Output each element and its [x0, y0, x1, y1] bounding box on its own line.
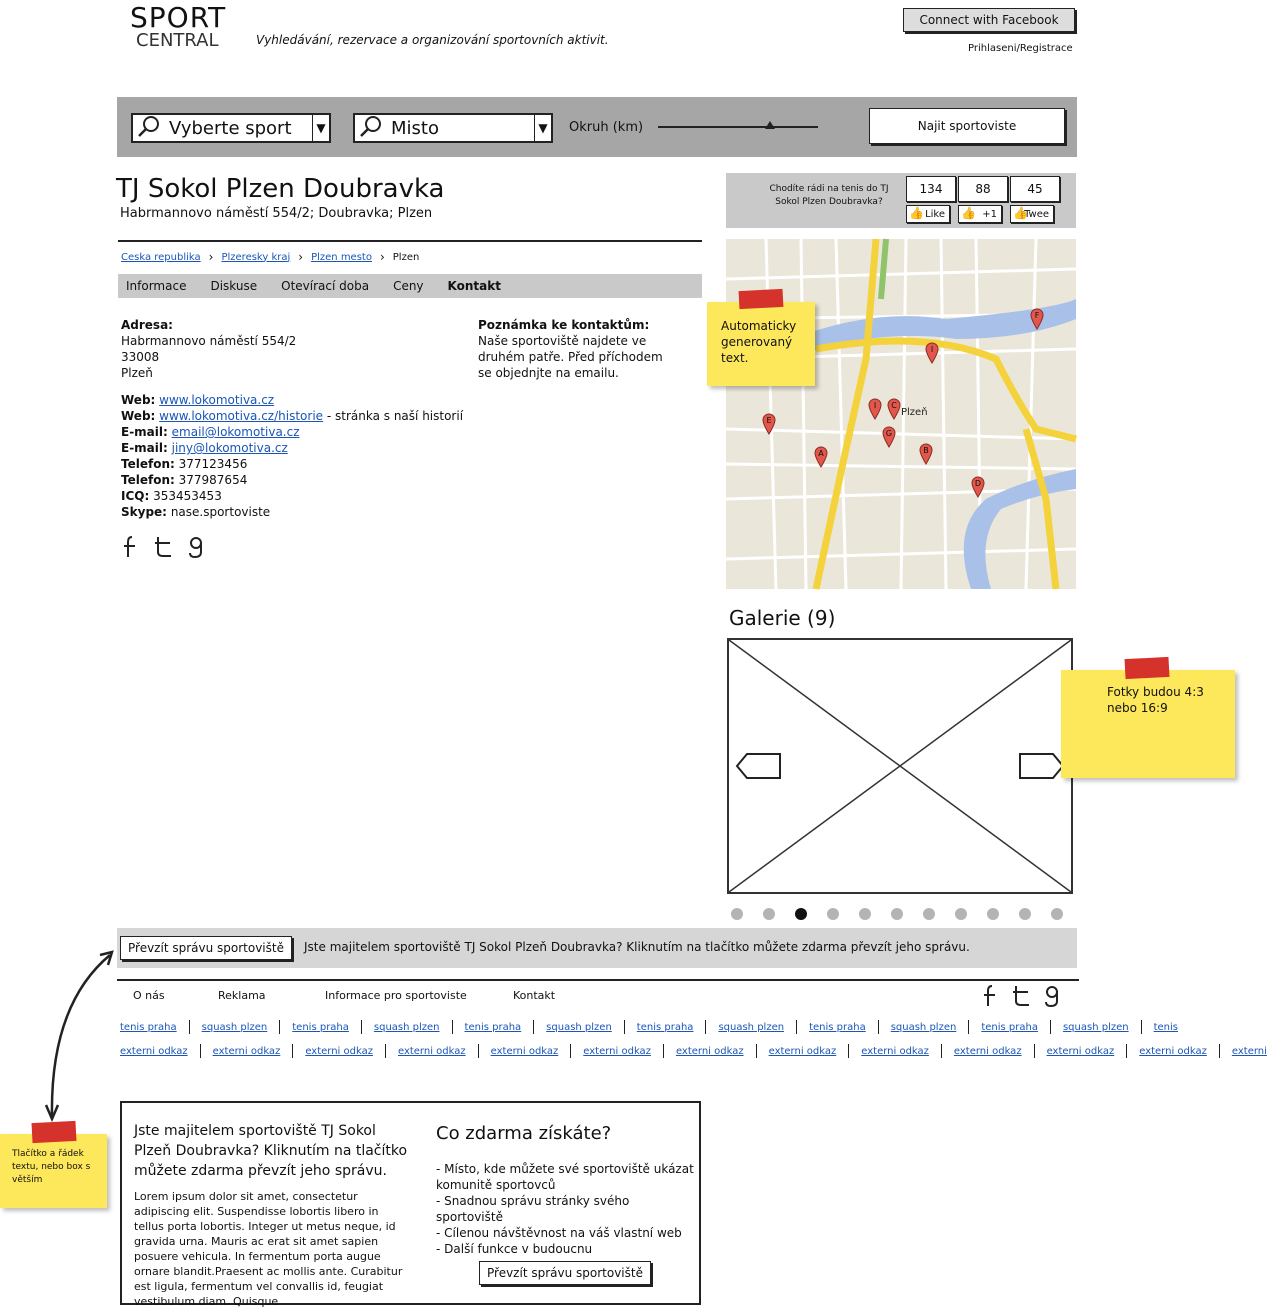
magnifier-icon — [137, 115, 163, 141]
like-count: 134 — [906, 176, 956, 202]
link-separator — [279, 1020, 280, 1034]
like-button[interactable] — [906, 205, 950, 223]
benefits-list — [436, 1161, 696, 1257]
sticky-note-bottom — [0, 1134, 107, 1208]
place-select[interactable] — [353, 113, 553, 143]
web-label: Web: — [121, 409, 156, 423]
link-separator — [1219, 1044, 1220, 1058]
place-select-value: Misto — [391, 117, 439, 139]
search-button[interactable]: Najit sportoviste — [869, 108, 1065, 144]
promo-heading: Jste majitelem sportoviště TJ Sokol Plzeň Doubravka? Kliknutím na tlačítko můžete zdarma převzít jeho správu. — [134, 1123, 408, 1179]
plusone-count: 88 — [958, 176, 1008, 202]
venue-title: TJ Sokol Plzen Doubravka — [116, 174, 445, 204]
email-label: E-mail: — [121, 441, 168, 455]
address-line-3: Plzeň — [121, 366, 153, 380]
footer-link-informace[interactable]: Informace pro sportoviste — [325, 989, 467, 1002]
email-link-1[interactable]: email@lokomotiva.cz — [171, 425, 300, 439]
map-marker-label: I — [873, 401, 877, 410]
link-separator — [796, 1020, 797, 1034]
gallery-dot[interactable] — [1051, 908, 1063, 920]
footer-seo-link[interactable]: externi odkaz — [953, 1046, 1022, 1057]
footer-seo-link[interactable]: tenis praha — [464, 1022, 522, 1033]
facebook-icon[interactable] — [980, 984, 1000, 1012]
magnifier-icon — [359, 115, 385, 141]
sticky-note-map — [707, 302, 815, 386]
footer-seo-link[interactable]: squash plzen — [1062, 1022, 1129, 1033]
plusone-button-label: +1 — [982, 208, 997, 220]
web-link-2[interactable]: www.lokomotiva.cz/historie — [159, 409, 324, 423]
skype-label: Skype: — [121, 505, 167, 519]
breadcrumb-link-region[interactable]: Plzeresky kraj — [221, 251, 291, 263]
logo[interactable] — [130, 1, 240, 54]
twitter-icon[interactable] — [1010, 984, 1032, 1012]
claim-button[interactable]: Převzít správu sportoviště — [120, 936, 292, 960]
contact-note — [478, 317, 668, 381]
gallery-dot[interactable] — [955, 908, 967, 920]
radius-slider-track — [658, 126, 818, 128]
benefit-item: - Cílenou návštěvnost na váš vlastní web — [436, 1226, 682, 1240]
gallery-dot[interactable] — [827, 908, 839, 920]
footer-seo-link[interactable]: tenis — [1153, 1022, 1178, 1033]
tweet-count: 45 — [1010, 176, 1060, 202]
link-separator — [624, 1020, 625, 1034]
twitter-icon[interactable] — [152, 535, 174, 563]
link-separator — [1126, 1044, 1127, 1058]
sticky-tape — [32, 1121, 77, 1143]
benefits-title: Co zdarma získáte? — [436, 1123, 612, 1144]
note-label: Poznámka ke kontaktům: — [478, 318, 650, 332]
facebook-icon[interactable] — [120, 535, 140, 563]
footer-seo-link[interactable]: tenis praha — [809, 1022, 866, 1033]
footer-seo-link[interactable]: externi odkaz — [490, 1046, 559, 1057]
radius-slider-thumb[interactable] — [765, 121, 775, 129]
tab-oteviraci-doba[interactable]: Otevírací doba — [281, 279, 370, 293]
radius-slider[interactable] — [658, 118, 818, 136]
footer-seo-link[interactable]: externi — [1231, 1046, 1267, 1057]
link-separator — [452, 1020, 453, 1034]
web-link-2-suffix: - stránka s naší historií — [323, 409, 464, 423]
footer-link-kontakt[interactable]: Kontakt — [513, 989, 556, 1002]
promo-claim-button[interactable]: Převzít správu sportoviště — [479, 1261, 651, 1285]
link-separator — [848, 1044, 849, 1058]
link-separator — [968, 1020, 969, 1034]
sport-select-value: Vyberte sport — [169, 117, 292, 139]
gallery-prev-button[interactable] — [735, 752, 783, 784]
link-separator — [1050, 1020, 1051, 1034]
footer-seo-link[interactable]: tenis praha — [636, 1022, 694, 1033]
footer-link-o-nas[interactable]: O nás — [133, 989, 165, 1002]
logo-line-1: SPORT — [130, 1, 227, 34]
footer-social-icons — [980, 984, 1062, 1012]
map-marker-label: I — [930, 345, 934, 354]
link-separator — [663, 1044, 664, 1058]
footer-seo-link[interactable]: tenis praha — [981, 1022, 1038, 1033]
google-icon[interactable] — [1042, 984, 1062, 1012]
email-link-2[interactable]: jiny@lokomotiva.cz — [171, 441, 288, 455]
footer-seo-link[interactable]: tenis praha — [120, 1022, 177, 1033]
link-separator — [878, 1020, 879, 1034]
benefit-item: - Snadnou správu stránky svého sportoviště — [436, 1194, 630, 1224]
footer-links-row-1 — [120, 1020, 1178, 1034]
footer-seo-link[interactable]: squash plzen — [718, 1022, 785, 1033]
thumbs-up-icon: 👍 — [1013, 206, 1028, 220]
link-separator — [533, 1020, 534, 1034]
sticky-note-bottom-text: Tlačítko a řádek textu, nebo box s větším — [12, 1149, 91, 1185]
gallery-dot[interactable] — [923, 908, 935, 920]
plusone-button[interactable] — [958, 205, 1002, 223]
link-separator — [941, 1044, 942, 1058]
gallery-pagination — [730, 908, 1070, 922]
footer-seo-link[interactable]: externi odkaz — [861, 1046, 929, 1057]
contact-social-icons — [120, 535, 206, 563]
gallery-dot[interactable] — [763, 908, 775, 920]
thumbs-up-icon: 👍 — [909, 206, 924, 220]
phone-label: Telefon: — [121, 457, 175, 471]
chevron-right-icon: › — [208, 250, 214, 264]
map-marker-label: C — [891, 401, 897, 410]
link-separator — [385, 1044, 386, 1058]
footer-divider — [117, 979, 1079, 981]
sticky-tape — [1125, 657, 1170, 679]
breadcrumb-link-district[interactable]: Plzen mesto — [311, 251, 372, 263]
login-register-link[interactable]: Prihlaseni/Registrace — [968, 43, 1073, 54]
gallery-next-button[interactable] — [1017, 752, 1065, 784]
benefit-item: - Další funkce v budoucnu — [436, 1242, 593, 1256]
title-divider — [118, 240, 702, 242]
gallery-dot[interactable] — [731, 908, 743, 920]
link-separator — [200, 1044, 201, 1058]
map-marker-label: G — [885, 429, 893, 438]
footer-seo-link[interactable]: externi odkaz — [675, 1046, 744, 1057]
sticky-note-map-text: Automaticky generovaný text. — [721, 319, 797, 365]
gallery-title: Galerie (9) — [729, 606, 836, 630]
email-label: E-mail: — [121, 425, 168, 439]
footer-links-row-2 — [120, 1044, 1267, 1058]
tab-bar — [118, 274, 702, 298]
link-separator — [756, 1044, 757, 1058]
contact-details — [121, 392, 481, 520]
facebook-connect-button[interactable]: Connect with Facebook — [903, 8, 1075, 32]
gallery-dot[interactable] — [1019, 908, 1031, 920]
promo-lorem: Lorem ipsum dolor sit amet, consectetur adipiscing elit. Suspendisse lobortis libero in tellus porta lobortis. Integer ut metus neque, id gravida urna. Mauris ac erat sit amet sapien posuere vehicula. In fermentum porta augue ornare blandit.Praesent ac mollis ante. Curabitur est ligula, fermentum vel convallis id, feugiat vestibulum diam. Quisque — [134, 1190, 403, 1308]
icq-label: ICQ: — [121, 489, 150, 503]
footer-seo-link[interactable]: externi odkaz — [1046, 1046, 1115, 1057]
map-marker-label: B — [923, 446, 929, 455]
footer-seo-link[interactable]: externi odkaz — [397, 1046, 466, 1057]
link-separator — [1141, 1020, 1142, 1034]
address-label: Adresa: — [121, 318, 173, 332]
tab-kontakt[interactable]: Kontakt — [447, 279, 501, 293]
footer-seo-link[interactable]: externi odkaz — [1139, 1046, 1207, 1057]
footer-seo-link[interactable]: externi odkaz — [120, 1046, 188, 1057]
address-line-1: Habrmannovo náměstí 554/2 — [121, 334, 297, 348]
sticky-note-gallery-text: Fotky budou 4:3 nebo 16:9 — [1107, 685, 1204, 715]
gallery-dot[interactable] — [795, 908, 807, 920]
footer-seo-link[interactable]: squash plzen — [890, 1022, 957, 1033]
sticky-note-gallery — [1061, 670, 1235, 778]
sport-select[interactable] — [131, 113, 331, 143]
breadcrumb-link-country[interactable]: Ceska republika — [121, 251, 201, 263]
chevron-right-icon: › — [298, 250, 304, 264]
tab-ceny[interactable]: Ceny — [393, 279, 424, 293]
contact-address — [121, 317, 296, 381]
gallery-dot[interactable] — [891, 908, 903, 920]
web-label: Web: — [121, 393, 156, 407]
note-text: Naše sportoviště najdete ve druhém patře. Před příchodem se objednjte na emailu. — [478, 334, 663, 380]
phone-2: 377987654 — [178, 473, 248, 487]
claim-text: Jste majitelem sportoviště TJ Sokol Plzeň Doubravka? Kliknutím na tlačítko můžete zdarma převzít jeho správu. — [304, 940, 970, 954]
chevron-right-icon: › — [379, 250, 385, 264]
address-line-2: 33008 — [121, 350, 160, 364]
breadcrumb-current: Plzen — [392, 251, 420, 263]
footer-seo-link[interactable]: externi odkaz — [768, 1046, 837, 1057]
gallery-dot[interactable] — [987, 908, 999, 920]
link-separator — [478, 1044, 479, 1058]
footer-link-reklama[interactable]: Reklama — [218, 989, 266, 1002]
thumbs-up-icon: 👍 — [961, 206, 976, 220]
google-icon[interactable] — [186, 535, 206, 563]
benefit-item: - Místo, kde můžete své sportoviště ukázat komunitě sportovců — [436, 1162, 694, 1192]
breadcrumb — [121, 250, 419, 264]
footer-seo-link[interactable]: externi odkaz — [212, 1046, 281, 1057]
radius-label: Okruh (km) — [569, 120, 644, 135]
chevron-down-icon[interactable]: ▼ — [534, 115, 551, 141]
phone-label: Telefon: — [121, 473, 175, 487]
tab-informace[interactable]: Informace — [126, 279, 187, 293]
phone-1: 377123456 — [178, 457, 248, 471]
tab-diskuse[interactable]: Diskuse — [210, 279, 258, 293]
tweet-button-label: Twee — [1024, 208, 1049, 220]
link-separator — [705, 1020, 706, 1034]
promo-box — [120, 1101, 701, 1308]
social-question: Chodíte rádi na tenis do TJ Sokol Plzen Doubravka? — [769, 184, 889, 207]
venue-address: Habrmannovo náměstí 554/2; Doubravka; Plzen — [120, 206, 433, 221]
chevron-down-icon[interactable]: ▼ — [312, 115, 329, 141]
footer-seo-link[interactable]: squash plzen — [201, 1022, 268, 1033]
footer-seo-link[interactable]: squash plzen — [546, 1022, 612, 1033]
footer-seo-link[interactable]: tenis praha — [292, 1022, 349, 1033]
footer-seo-link[interactable]: squash plzen — [373, 1022, 440, 1033]
link-separator — [361, 1020, 362, 1034]
sticky-tape — [739, 289, 784, 309]
like-button-label: Like — [925, 208, 945, 220]
map-city-label: Plzeň — [901, 407, 928, 418]
icq-value: 353453453 — [153, 489, 222, 503]
link-separator — [189, 1020, 190, 1034]
logo-line-2: CENTRAL — [136, 30, 219, 51]
gallery-dot[interactable] — [859, 908, 871, 920]
map-marker-label: E — [766, 416, 772, 425]
skype-value: nase.sportoviste — [170, 505, 271, 519]
link-separator — [292, 1044, 293, 1058]
map-marker-label: F — [1034, 311, 1040, 320]
footer-seo-link[interactable]: externi odkaz — [305, 1046, 373, 1057]
footer-seo-link[interactable]: externi odkaz — [583, 1046, 651, 1057]
link-separator — [1034, 1044, 1035, 1058]
map-marker-label: D — [974, 479, 982, 488]
tagline: Vyhledávání, rezervace a organizování sportovních aktivit. — [256, 33, 609, 47]
tweet-button[interactable] — [1010, 205, 1054, 223]
web-link-1[interactable]: www.lokomotiva.cz — [159, 393, 275, 407]
link-separator — [570, 1044, 571, 1058]
map-marker-label: A — [818, 449, 824, 458]
annotation-arrow — [40, 945, 130, 1125]
